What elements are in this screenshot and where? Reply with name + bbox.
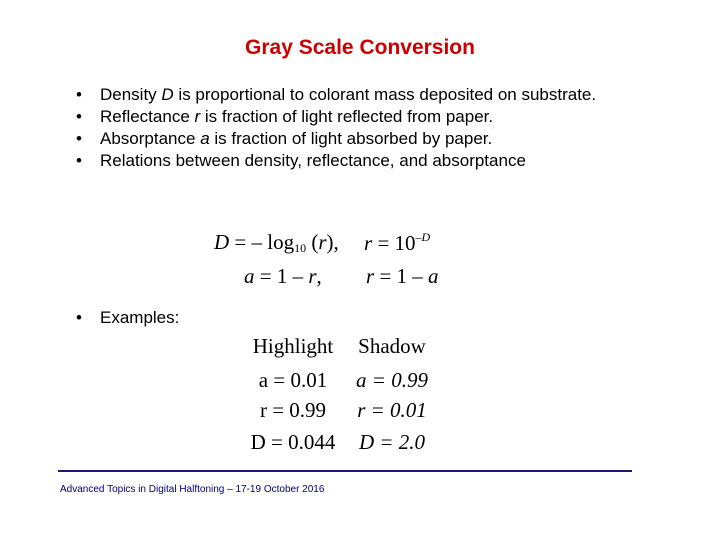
slide-title: Gray Scale Conversion (245, 36, 475, 59)
footer-text: Advanced Topics in Digital Halftoning – 17-19 October 2016 (60, 484, 325, 495)
examples-cell: D = 2.0 (358, 430, 426, 454)
bullet-list (76, 84, 636, 172)
footer-divider (58, 470, 632, 472)
examples-cell: r = 0.01 (357, 398, 427, 422)
equation-reflectance-absorptance: r = 1 – a (366, 264, 439, 288)
examples-bullet-list (76, 307, 636, 329)
examples-cell: r = 0.99 (259, 398, 327, 422)
examples-cell: D = 0.044 (250, 430, 336, 454)
bullet-examples: • Examples: (76, 307, 636, 328)
bullet-relations: • Relations between density, reflectance, and absorptance (76, 150, 636, 171)
examples-cell: a = 0.01 (258, 368, 328, 392)
equation-reflectance-power: $r = 10^{-D}$ (364, 230, 431, 255)
bullet-density: • Density D is proportional to colorant mass deposited on substrate. (76, 84, 636, 105)
equation-density-log: D = – $\log_{10} (r)$, (214, 230, 339, 255)
bullet-reflectance: • Reflectance r is fraction of light reflected from paper. (76, 106, 636, 127)
equation-absorptance: a = 1 – r, (244, 264, 322, 288)
examples-header-highlight: Highlight (252, 334, 334, 358)
examples-header-shadow: Shadow (358, 334, 426, 358)
bullet-absorptance: • Absorptance a is fraction of light absorbed by paper. (76, 128, 636, 149)
examples-cell: a = 0.99 (356, 368, 428, 392)
